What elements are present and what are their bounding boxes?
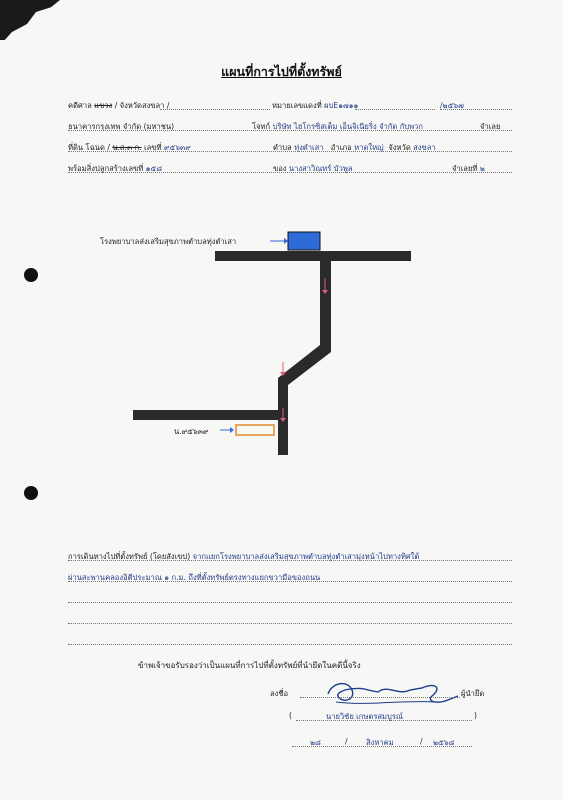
sign-label: ลงชื่อ — [270, 689, 289, 698]
hospital-marker — [288, 232, 320, 250]
handwritten-signature — [318, 676, 468, 712]
case-year: /๒๕๖๗ — [440, 101, 464, 110]
close-paren: ) — [474, 711, 477, 720]
directions-line-2: ผ่านสะพานคลองอิตีประมาณ ๑ ก.ม. ถึงที่ตั้งทรัพย์ตรงทางแยกขวามือของถนน — [68, 573, 321, 582]
date-day: ๒๘ — [310, 738, 321, 747]
directions-line-1: การเดินทางไปที่ตั้งทรัพย์ (โดยสังเขป) จากแยกโรงพยาบาลส่งเสริมสุขภาพตำบลทุ่งตำเสามุ่งหน้าไปทางทิศใต้ — [68, 552, 420, 561]
document-page: แผนที่การไปที่ตั้งทรัพย์ คดีศาล แขวง / จังหวัดสงขลา / หมายเลขแดงที่ ผบE๑๗๑๑ /๒๕๖๗ ธนาคารกรุงเทพ จำกัด (มหาชน) โจทก์ บริษัท ไฮโกรซิสเต็ม เอ็นจิเนียริ่ง จำกัด กับพวก จำเลย ที่ดิน โฉนด / น.ส.๓ ก. เลขที่ ๙๕๖๓๙ ตำบล ทุ่งตำเสา อำเภอ หาดใหญ่ จังหวัด สงขลา พร้อมสิ่งปลูกสร้างเลขที่ ๑๕๘ ของ นางสาวิณทร์ บัวพูล จำเลยที่ ๒ โรงพยาบาลส่งเสริมสุขภาพตำบลทุ่งตำเสา น.๙๕๖๓๙ การเดินทางไปที่ตั้งทรัพย์ (โดยสังเขป) จากแยกโรงพยาบาลส่งเสริมสุขภาพตำบลทุ่งตำเสามุ่งหน้าไปทางทิศใต้ ผ่านสะพานคลองอิตีประมาณ ๑ ก.ม. ถึงที่ตั้งทรัพย์ตรงทางแยกขวามือของถนน ข้าพเจ้าขอรับรองว่าเป็นแผนที่การไปที่ตั้งทรัพย์ที่นำยึดในคดีนี้จริง ลงชื่อ ผู้นำยึด ( นายวิชัย เกษตรสมบูรณ์ ) ๒๘ / สิงหาคม / ๒๕๖๘ — [0, 0, 563, 800]
defendant-role: จำเลย — [480, 122, 501, 131]
defendant: โจทก์ บริษัท ไฮโกรซิสเต็ม เอ็นจิเนียริ่ง จำกัด กับพวก — [252, 122, 424, 131]
arrowhead-hospital-icon — [284, 238, 288, 244]
date-year: ๒๕๖๘ — [433, 738, 455, 747]
defendant-number: จำเลยที่ ๒ — [452, 164, 485, 173]
signer-name: นายวิชัย เกษตรสมบูรณ์ — [326, 712, 403, 721]
document-title: แผนที่การไปที่ตั้งทรัพย์ — [221, 64, 342, 79]
open-paren: ( — [289, 711, 292, 720]
case-label: คดีศาล แขวง / จังหวัดสงขลา / — [68, 101, 170, 110]
location: ตำบล ทุ่งตำเสา อำเภอ หาดใหญ่ จังหวัด สงขลา — [273, 143, 436, 152]
land-deed: ที่ดิน โฉนด / น.ส.๓ ก. เลขที่ ๙๕๖๓๙ — [68, 143, 191, 152]
signer-role: ผู้นำยึด — [461, 689, 485, 698]
road-horizontal-bottom — [133, 410, 283, 420]
hospital-label: โรงพยาบาลส่งเสริมสุขภาพตำบลทุ่งตำเสา — [100, 237, 237, 246]
owner: ของ นางสาวิณทร์ บัวพูล — [273, 164, 353, 173]
certification: ข้าพเจ้าขอรับรองว่าเป็นแผนที่การไปที่ตั้งทรัพย์ที่นำยึดในคดีนี้จริง — [138, 661, 361, 670]
property-marker — [236, 425, 274, 435]
property-label: น.๙๕๖๓๙ — [174, 427, 209, 436]
black-case-number: หมายเลขแดงที่ ผบE๑๗๑๑ — [272, 101, 359, 110]
building-number: พร้อมสิ่งปลูกสร้างเลขที่ ๑๕๘ — [68, 164, 163, 173]
arrowhead-property-icon — [230, 427, 234, 433]
date-month: สิงหาคม — [366, 738, 394, 747]
road-horizontal-top — [215, 251, 411, 261]
plaintiff: ธนาคารกรุงเทพ จำกัด (มหาชน) — [68, 122, 175, 131]
